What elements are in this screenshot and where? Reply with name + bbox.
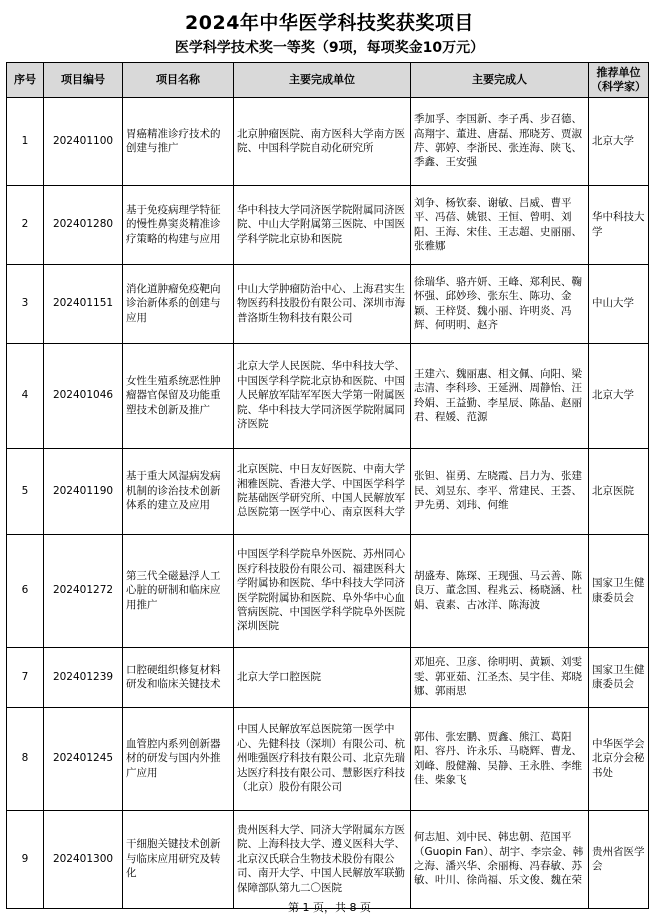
cell-recommender: 国家卫生健康委员会 xyxy=(589,534,649,647)
cell-persons: 郭伟、张宏鹏、贾鑫、熊江、葛阳阳、容丹、许永乐、马晓辉、曹龙、刘峰、殷健瀚、吴静、王永胜、李维佳、柴象飞 xyxy=(411,707,589,810)
cell-units: 北京肿瘤医院、南方医科大学南方医院、中国科学院自动化研究所 xyxy=(234,97,411,185)
cell-recommender: 中山大学 xyxy=(589,264,649,343)
cell-project-name: 第三代全磁悬浮人工心脏的研制和临床应用推广 xyxy=(123,534,234,647)
cell-recommender: 北京大学 xyxy=(589,343,649,448)
cell-project-code: 202401245 xyxy=(44,707,123,810)
cell-index: 6 xyxy=(7,534,44,647)
cell-units: 北京大学人民医院、华中科技大学、中国医学科学院北京协和医院、中国人民解放军陆军军医大学第一附属医院、华中科技大学同济医学院附属同济医院 xyxy=(234,343,411,448)
table-row xyxy=(7,448,649,534)
cell-units: 北京大学口腔医院 xyxy=(234,647,411,707)
cell-units: 中山大学肿瘤防治中心、上海君实生物医药科技股份有限公司、深圳市海普洛斯生物科技有限公司 xyxy=(234,264,411,343)
cell-project-code: 202401239 xyxy=(44,647,123,707)
cell-units: 华中科技大学同济医学院附属同济医院、中山大学附属第三医院、中国医学科学院北京协和医院 xyxy=(234,185,411,264)
header-index: 序号 xyxy=(7,63,44,98)
cell-project-name: 消化道肿瘤免疫靶向诊治新体系的创建与应用 xyxy=(123,264,234,343)
cell-persons: 徐瑞华、骆卉妍、王峰、郑利民、鞠怀强、邱妙珍、张东生、陈功、金颖、王梓贤、魏小丽、许明炎、冯辉、何明明、赵齐 xyxy=(411,264,589,343)
cell-project-code: 202401046 xyxy=(44,343,123,448)
cell-persons: 胡盛寿、陈琛、王现强、马云善、陈良万、董念国、程兆云、杨晓涵、杜娟、袁素、古冰洋、陈海波 xyxy=(411,534,589,647)
cell-recommender: 华中科技大学 xyxy=(589,185,649,264)
cell-recommender: 中华医学会北京分会秘书处 xyxy=(589,707,649,810)
cell-units: 贵州医科大学、同济大学附属东方医院、上海科技大学、遵义医科大学、北京汉氏联合生物技术股份有限公司、南开大学、中国人民解放军联勤保障部队第九二〇医院 xyxy=(234,810,411,908)
cell-project-code: 202401190 xyxy=(44,448,123,534)
cell-index: 3 xyxy=(7,264,44,343)
cell-project-code: 202401151 xyxy=(44,264,123,343)
cell-index: 4 xyxy=(7,343,44,448)
cell-persons: 何志旭、刘中民、韩忠朝、范国平（Guopin Fan）、胡宇、李宗金、韩之海、潘兴华、余丽梅、冯春敏、苏敏、叶川、徐尚福、乐文俊、魏在荣 xyxy=(411,810,589,908)
cell-project-code: 202401280 xyxy=(44,185,123,264)
page-footer: 第 1 页，共 8 页 xyxy=(288,901,371,914)
cell-project-name: 基于免疫病理学特征的慢性鼻窦炎精准诊疗策略的构建与应用 xyxy=(123,185,234,264)
cell-index: 1 xyxy=(7,97,44,185)
table-header-row xyxy=(7,63,649,98)
header-project-name: 项目名称 xyxy=(123,63,234,98)
cell-index: 7 xyxy=(7,647,44,707)
cell-project-code: 202401300 xyxy=(44,810,123,908)
table-row xyxy=(7,707,649,810)
cell-project-code: 202401100 xyxy=(44,97,123,185)
cell-project-name: 干细胞关键技术创新与临床应用研究及转化 xyxy=(123,810,234,908)
cell-index: 9 xyxy=(7,810,44,908)
table-row xyxy=(7,647,649,707)
page-subtitle: 医学科学技术奖一等奖（9项，每项奖金10万元） xyxy=(174,40,485,56)
page-title: 2024年中华医学科技奖获奖项目 xyxy=(185,12,474,34)
cell-project-name: 女性生殖系统恶性肿瘤器官保留及功能重塑技术创新及推广 xyxy=(123,343,234,448)
cell-units: 中国人民解放军总医院第一医学中心、先健科技（深圳）有限公司、杭州唯强医疗科技有限公司、北京先瑞达医疗科技有限公司、慧影医疗科技（北京）股份有限公司 xyxy=(234,707,411,810)
header-recommender: 推荐单位（科学家） xyxy=(589,63,649,98)
cell-persons: 张钽、崔勇、左晓霞、吕力为、张建民、刘昱东、李平、常建民、王荟、尹先勇、刘玮、何维 xyxy=(411,448,589,534)
header-persons: 主要完成人 xyxy=(411,63,589,98)
table-row xyxy=(7,185,649,264)
cell-units: 中国医学科学院阜外医院、苏州同心医疗科技股份有限公司、福建医科大学附属协和医院、华中科技大学同济医学院附属协和医院、阜外华中心血管病医院、中国医学科学院阜外医院深圳医院 xyxy=(234,534,411,647)
cell-recommender: 国家卫生健康委员会 xyxy=(589,647,649,707)
cell-persons: 邓旭亮、卫彦、徐明明、黄颖、刘雯雯、郭亚茹、江圣杰、吴宇佳、郑晓娜、郭雨思 xyxy=(411,647,589,707)
awards-table xyxy=(6,62,649,909)
header-units: 主要完成单位 xyxy=(234,63,411,98)
table-row xyxy=(7,810,649,908)
cell-recommender: 北京医院 xyxy=(589,448,649,534)
cell-recommender: 北京大学 xyxy=(589,97,649,185)
cell-project-name: 胃癌精准诊疗技术的创建与推广 xyxy=(123,97,234,185)
cell-project-code: 202401272 xyxy=(44,534,123,647)
table-row xyxy=(7,534,649,647)
cell-persons: 王建六、魏丽惠、相文佩、向阳、梁志清、李科珍、王延洲、周静怡、汪玲娟、王益勤、李星辰、陈晶、赵丽君、程媛、范源 xyxy=(411,343,589,448)
cell-recommender: 贵州省医学会 xyxy=(589,810,649,908)
cell-project-name: 口腔硬组织修复材料研发和临床关键技术 xyxy=(123,647,234,707)
table-row xyxy=(7,97,649,185)
cell-index: 5 xyxy=(7,448,44,534)
cell-index: 2 xyxy=(7,185,44,264)
table-row xyxy=(7,264,649,343)
cell-project-name: 血管腔内系列创新器材的研发与国内外推广应用 xyxy=(123,707,234,810)
cell-units: 北京医院、中日友好医院、中南大学湘雅医院、香港大学、中国医学科学院基础医学研究所、中国人民解放军总医院第一医学中心、南京医科大学 xyxy=(234,448,411,534)
cell-persons: 刘争、杨钦泰、谢敏、吕威、曹平平、冯蓓、姚银、王恒、曾明、刘阳、王海、宋佳、王志超、史丽丽、张雅娜 xyxy=(411,185,589,264)
cell-persons: 季加孚、李国新、李子禹、步召德、高翔宇、董进、唐磊、邢晓芳、贾淑芹、郭婷、李浙民、张连海、陕飞、季鑫、王安强 xyxy=(411,97,589,185)
table-row xyxy=(7,343,649,448)
header-project-code: 项目编号 xyxy=(44,63,123,98)
cell-index: 8 xyxy=(7,707,44,810)
cell-project-name: 基于重大风湿病发病机制的诊治技术创新体系的建立及应用 xyxy=(123,448,234,534)
